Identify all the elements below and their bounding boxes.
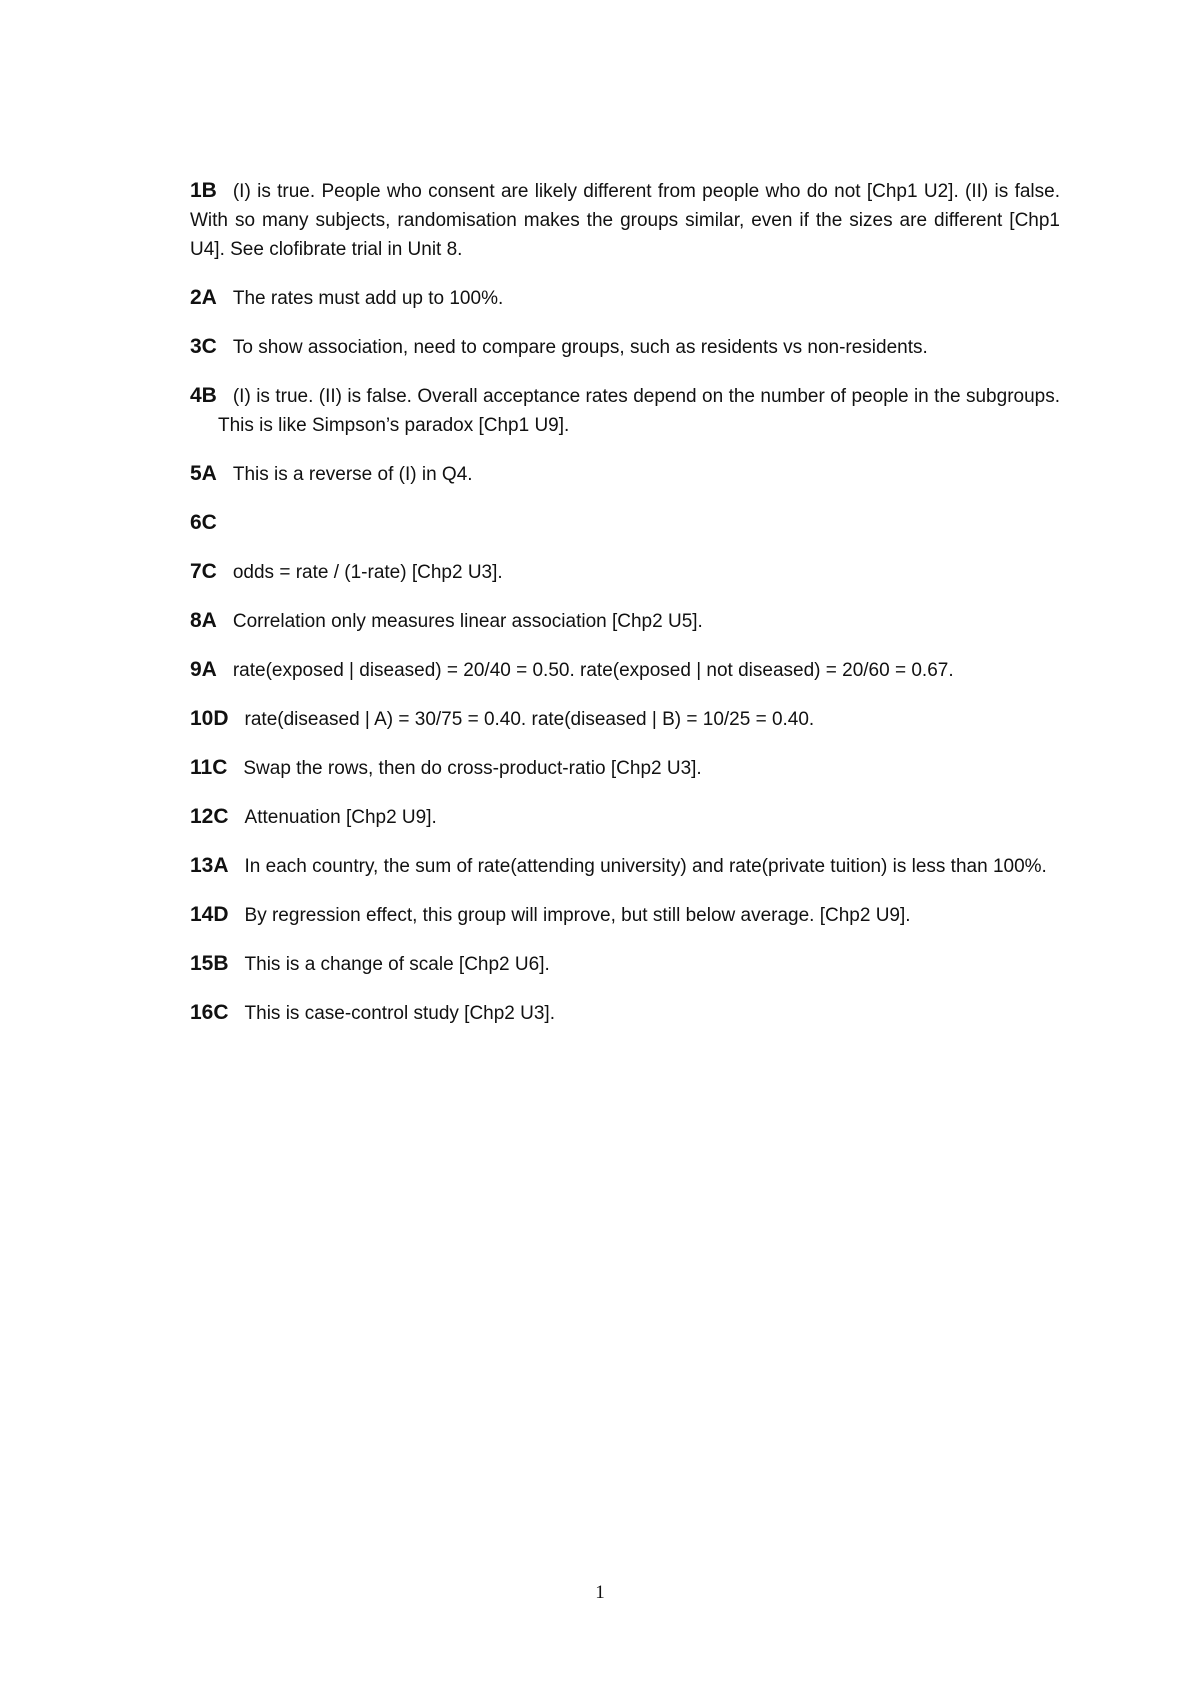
answer-text: odds = rate / (1-rate) [Chp2 U3]. bbox=[232, 562, 503, 583]
answer-text: This is case-control study [Chp2 U3]. bbox=[244, 1003, 555, 1024]
answer-number: 9A bbox=[190, 658, 217, 681]
answer-text: In each country, the sum of rate(attending university) and rate(private tuition) is less than 100%. bbox=[244, 856, 1047, 877]
answer-item-13 bbox=[190, 851, 1060, 881]
answer-item-5 bbox=[190, 459, 1060, 489]
answer-number: 8A bbox=[190, 609, 217, 632]
answer-item-2 bbox=[190, 283, 1060, 313]
answer-number: 13A bbox=[190, 854, 229, 877]
answer-text: The rates must add up to 100%. bbox=[232, 288, 504, 309]
answer-number: 1B bbox=[190, 179, 217, 202]
answer-item-1 bbox=[190, 176, 1060, 264]
answer-text: (I) is true. People who consent are likely different from people who do not [Chp1 U2]. (II) is false. With so many subjects, randomisation makes the groups similar, even if the sizes are different [Chp1 U4]. See clofibrate trial in Unit 8. bbox=[190, 181, 1060, 260]
answer-text: rate(diseased | A) = 30/75 = 0.40. rate(diseased | B) = 10/25 = 0.40. bbox=[244, 709, 815, 730]
answer-number: 16C bbox=[190, 1001, 229, 1024]
answer-item-6 bbox=[190, 508, 1060, 538]
answer-item-15 bbox=[190, 949, 1060, 979]
answer-text: Attenuation [Chp2 U9]. bbox=[244, 807, 437, 828]
answer-number: 5A bbox=[190, 462, 217, 485]
answer-text: This is a reverse of (I) in Q4. bbox=[232, 464, 473, 485]
answer-text: To show association, need to compare groups, such as residents vs non-residents. bbox=[232, 337, 928, 358]
answer-text: This is a change of scale [Chp2 U6]. bbox=[244, 954, 550, 975]
answer-number: 12C bbox=[190, 805, 229, 828]
answer-number: 11C bbox=[190, 756, 228, 779]
answer-number: 15B bbox=[190, 952, 229, 975]
answer-number: 3C bbox=[190, 335, 217, 358]
answer-text: Swap the rows, then do cross-product-ratio [Chp2 U3]. bbox=[243, 758, 702, 779]
answer-list bbox=[190, 176, 1060, 1047]
answer-item-8 bbox=[190, 606, 1060, 636]
answer-item-10 bbox=[190, 704, 1060, 734]
answer-text: By regression effect, this group will improve, but still below average. [Chp2 U9]. bbox=[244, 905, 911, 926]
answer-item-7 bbox=[190, 557, 1060, 587]
answer-number: 10D bbox=[190, 707, 229, 730]
answer-number: 6C bbox=[190, 511, 217, 534]
answer-text: Correlation only measures linear association [Chp2 U5]. bbox=[232, 611, 703, 632]
page-number: 1 bbox=[595, 1582, 605, 1603]
answer-item-4 bbox=[190, 381, 1060, 440]
answer-text: rate(exposed | diseased) = 20/40 = 0.50. rate(exposed | not diseased) = 20/60 = 0.67. bbox=[232, 660, 954, 681]
answer-item-16 bbox=[190, 998, 1060, 1028]
answer-number: 14D bbox=[190, 903, 229, 926]
answer-text: (I) is true. (II) is false. Overall acceptance rates depend on the number of people in the subgroups. This is like Simpson’s paradox [Chp1 U9]. bbox=[218, 386, 1060, 436]
answer-item-9 bbox=[190, 655, 1060, 685]
answer-number: 4B bbox=[190, 384, 217, 407]
answer-number: 2A bbox=[190, 286, 217, 309]
answer-item-12 bbox=[190, 802, 1060, 832]
answer-number: 7C bbox=[190, 560, 217, 583]
answer-item-11 bbox=[190, 753, 1060, 783]
answer-item-14 bbox=[190, 900, 1060, 930]
answer-item-3 bbox=[190, 332, 1060, 362]
